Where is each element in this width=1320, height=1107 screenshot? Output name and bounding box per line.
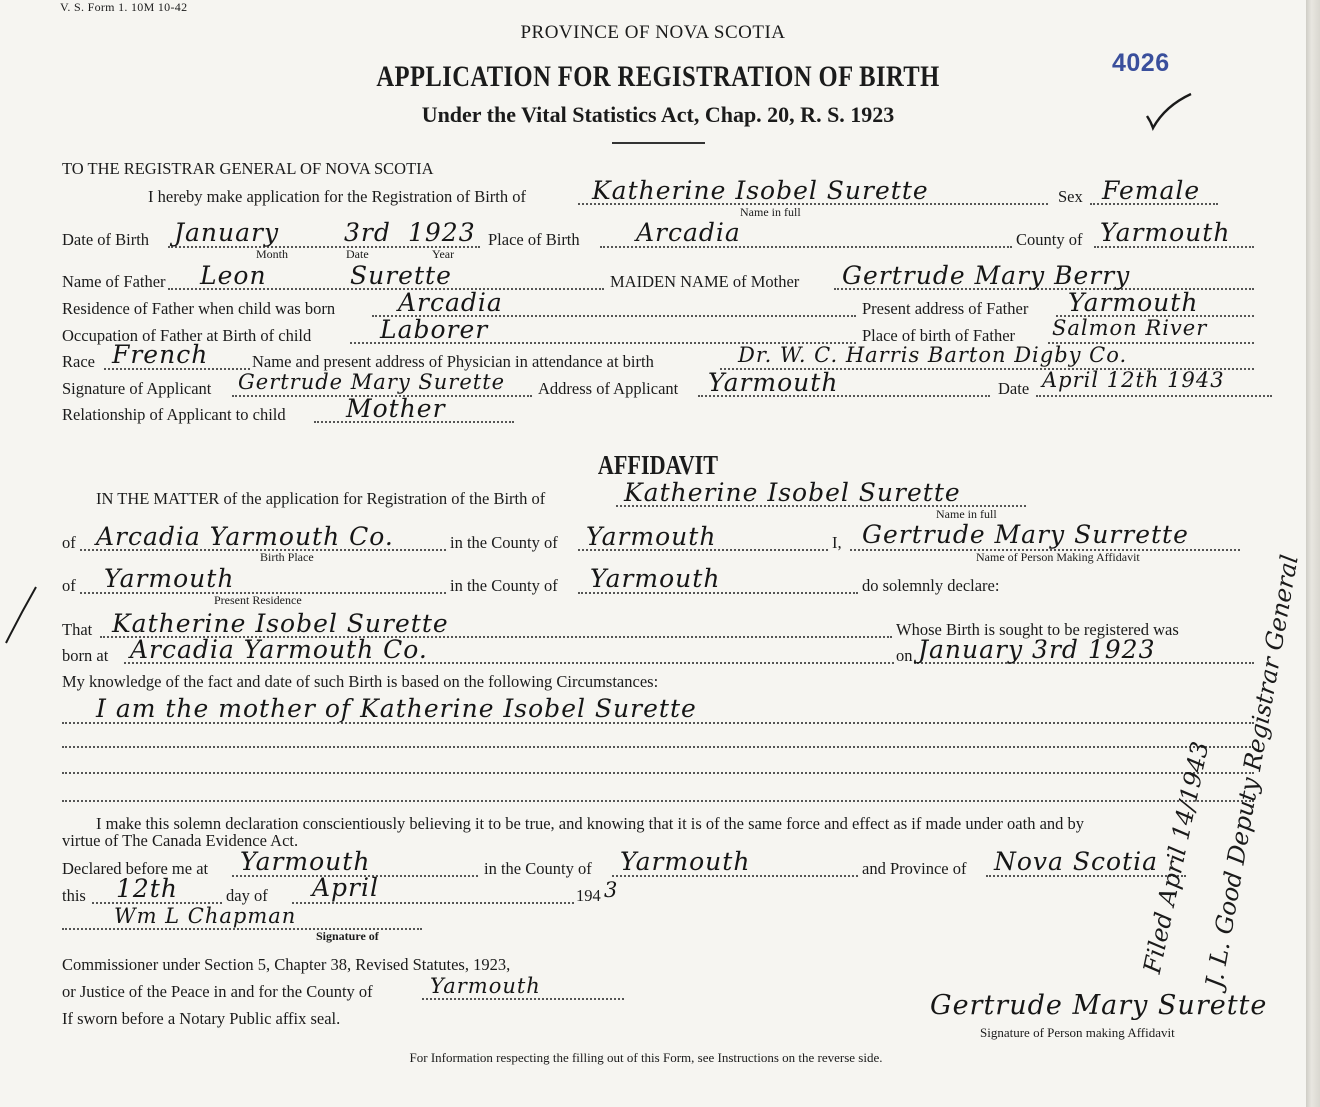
father-last-name: Surette <box>350 261 452 290</box>
whose-birth-label: Whose Birth is sought to be registered was <box>896 620 1179 639</box>
relationship-label: Relationship of Applicant to child <box>62 405 286 424</box>
birth-month-value: January <box>174 218 280 247</box>
form-subtitle: Under the Vital Statistics Act, Chap. 20, R. S. 1923 <box>421 102 895 127</box>
affiant-signature: Gertrude Mary Surette <box>930 990 1268 1021</box>
father-first-name: Leon <box>200 261 267 290</box>
commissioner-line-1: Commissioner under Section 5, Chapter 38, Revised Statutes, 1923, <box>62 955 511 974</box>
footer-instructions: For Information respecting the filling out of this Form, see Instructions on the reverse side. <box>409 1050 883 1065</box>
birth-year-value: 1923 <box>408 218 476 247</box>
margin-mark-icon <box>0 585 40 645</box>
county-of-label: County of <box>1016 230 1083 249</box>
date-of-birth-label: Date of Birth <box>62 230 150 249</box>
birth-place-caption: Birth Place <box>260 550 314 564</box>
sex-value: Female <box>1102 176 1201 205</box>
i-label: I, <box>832 533 842 552</box>
in-the-matter-label: IN THE MATTER of the application for Registration of the Birth of <box>96 489 546 508</box>
occupation-value: Laborer <box>380 315 489 344</box>
intro-label: I hereby make application for the Registration of Birth of <box>148 187 527 206</box>
commissioner-county-line <box>422 998 624 1000</box>
registrar-note: J. L. Good Deputy Registrar General <box>1200 552 1304 990</box>
year-caption: Year <box>432 247 455 261</box>
to-registrar-heading: TO THE REGISTRAR GENERAL OF NOVA SCOTIA <box>62 159 434 178</box>
on-label: on <box>896 646 913 665</box>
declaration-line-2: virtue of The Canada Evidence Act. <box>62 831 299 850</box>
place-of-birth-label: Place of Birth <box>488 230 580 249</box>
commissioner-county-value: Yarmouth <box>430 974 541 998</box>
declaration-line-1: I make this solemn declaration conscientiously believing it to be true, and knowing that it is of the same force and effect as if made under oath and by <box>96 814 1085 833</box>
that-name-value: Katherine Isobel Surette <box>112 609 449 638</box>
declared-county-value: Yarmouth <box>620 847 751 876</box>
checkmark-icon <box>1145 92 1195 132</box>
present-address-value: Yarmouth <box>1068 288 1199 317</box>
affidavit-county: Yarmouth <box>586 522 717 551</box>
born-at-label: born at <box>62 646 109 665</box>
child-name-value: Katherine Isobel Surette <box>592 176 929 205</box>
of-label-2: of <box>62 576 76 595</box>
place-of-birth-value: Arcadia <box>636 218 741 247</box>
month-caption: Month <box>256 247 289 261</box>
born-on-value: January 3rd 1923 <box>918 635 1156 664</box>
declared-place-value: Yarmouth <box>240 847 371 876</box>
month-line <box>292 902 574 904</box>
province-heading: PROVINCE OF NOVA SCOTIA <box>520 22 786 43</box>
that-label: That <box>62 620 93 639</box>
date-caption: Date <box>346 247 369 261</box>
affiant-caption: Name of Person Making Affidavit <box>976 550 1140 564</box>
in-county-label-2: in the County of <box>450 576 558 595</box>
in-county-label-1: in the County of <box>450 533 558 552</box>
form-number: V. S. Form 1. 10M 10-42 <box>60 0 188 14</box>
declare-label: do solemnly declare: <box>862 576 1000 595</box>
commissioner-signature: Wm L Chapman <box>114 904 297 928</box>
affidavit-birth-place: Arcadia Yarmouth Co. <box>96 522 394 551</box>
paper-edge <box>1306 0 1320 1107</box>
province-value: Nova Scotia <box>994 847 1159 876</box>
of-label-1: of <box>62 533 76 552</box>
circumstances-line-2 <box>62 746 1254 748</box>
signature-of-caption: Signature of <box>316 929 379 943</box>
year-suffix-value: 3 <box>604 878 619 902</box>
registration-stamp-number: 4026 <box>1112 49 1170 77</box>
occupation-label: Occupation of Father at Birth of child <box>62 326 312 345</box>
father-birthplace-value: Salmon River <box>1052 316 1208 340</box>
father-name-label: Name of Father <box>62 272 166 291</box>
present-residence-caption: Present Residence <box>214 593 302 607</box>
title-divider <box>612 142 705 144</box>
affidavit-name-in-full-caption: Name in full <box>936 507 997 521</box>
day-value: 12th <box>116 874 178 903</box>
notary-line: If sworn before a Notary Public affix seal. <box>62 1009 341 1028</box>
physician-label: Name and present address of Physician in attendance at birth <box>252 352 654 371</box>
declared-county-label: in the County of <box>484 859 592 878</box>
year-prefix: 194 <box>576 886 601 905</box>
filed-note: Filed April 14/1943 <box>1138 739 1215 976</box>
relationship-value: Mother <box>346 394 446 423</box>
form-title: APPLICATION FOR REGISTRATION OF BIRTH <box>376 60 940 93</box>
circumstances-line-3 <box>62 772 1254 774</box>
commissioner-line-2: or Justice of the Peace in and for the County of <box>62 982 373 1001</box>
month-value: April <box>312 873 379 902</box>
date-label: Date <box>998 379 1030 398</box>
day-of-label: day of <box>226 886 268 905</box>
affidavit-heading: AFFIDAVIT <box>597 450 719 480</box>
applicant-signature: Gertrude Mary Surette <box>238 370 506 394</box>
address-applicant-label: Address of Applicant <box>538 379 679 398</box>
birth-date-value: 3rd <box>344 218 391 247</box>
born-at-value: Arcadia Yarmouth Co. <box>130 635 428 664</box>
father-birthplace-label: Place of birth of Father <box>862 326 1016 345</box>
race-label: Race <box>62 352 95 371</box>
address-applicant-value: Yarmouth <box>708 368 839 397</box>
affiant-signature-caption: Signature of Person making Affidavit <box>980 1025 1175 1040</box>
declared-before-label: Declared before me at <box>62 859 209 878</box>
physician-value: Dr. W. C. Harris Barton Digby Co. <box>738 343 1128 367</box>
circumstances-value: I am the mother of Katherine Isobel Surette <box>96 694 697 723</box>
signature-label: Signature of Applicant <box>62 379 212 398</box>
mother-maiden-label: MAIDEN NAME of Mother <box>610 272 800 291</box>
mother-maiden-value: Gertrude Mary Berry <box>842 261 1131 290</box>
residence-county-value: Yarmouth <box>590 564 721 593</box>
sex-label: Sex <box>1058 187 1083 206</box>
date-line <box>1036 395 1272 397</box>
race-value: French <box>112 340 209 369</box>
present-residence-value: Yarmouth <box>104 564 235 593</box>
present-address-label: Present address of Father <box>862 299 1029 318</box>
residence-father-label: Residence of Father when child was born <box>62 299 336 318</box>
circumstances-line-4 <box>62 800 1254 802</box>
province-label: and Province of <box>862 859 967 878</box>
knowledge-label: My knowledge of the fact and date of such Birth is based on the following Circumstances: <box>62 672 659 691</box>
name-in-full-caption: Name in full <box>740 205 801 219</box>
date-signed-value: April 12th 1943 <box>1042 368 1225 392</box>
affidavit-child-name: Katherine Isobel Surette <box>624 478 961 507</box>
this-label: this <box>62 886 86 905</box>
residence-father-value: Arcadia <box>398 288 503 317</box>
county-value: Yarmouth <box>1100 218 1231 247</box>
affiant-name: Gertrude Mary Surrette <box>862 520 1189 549</box>
